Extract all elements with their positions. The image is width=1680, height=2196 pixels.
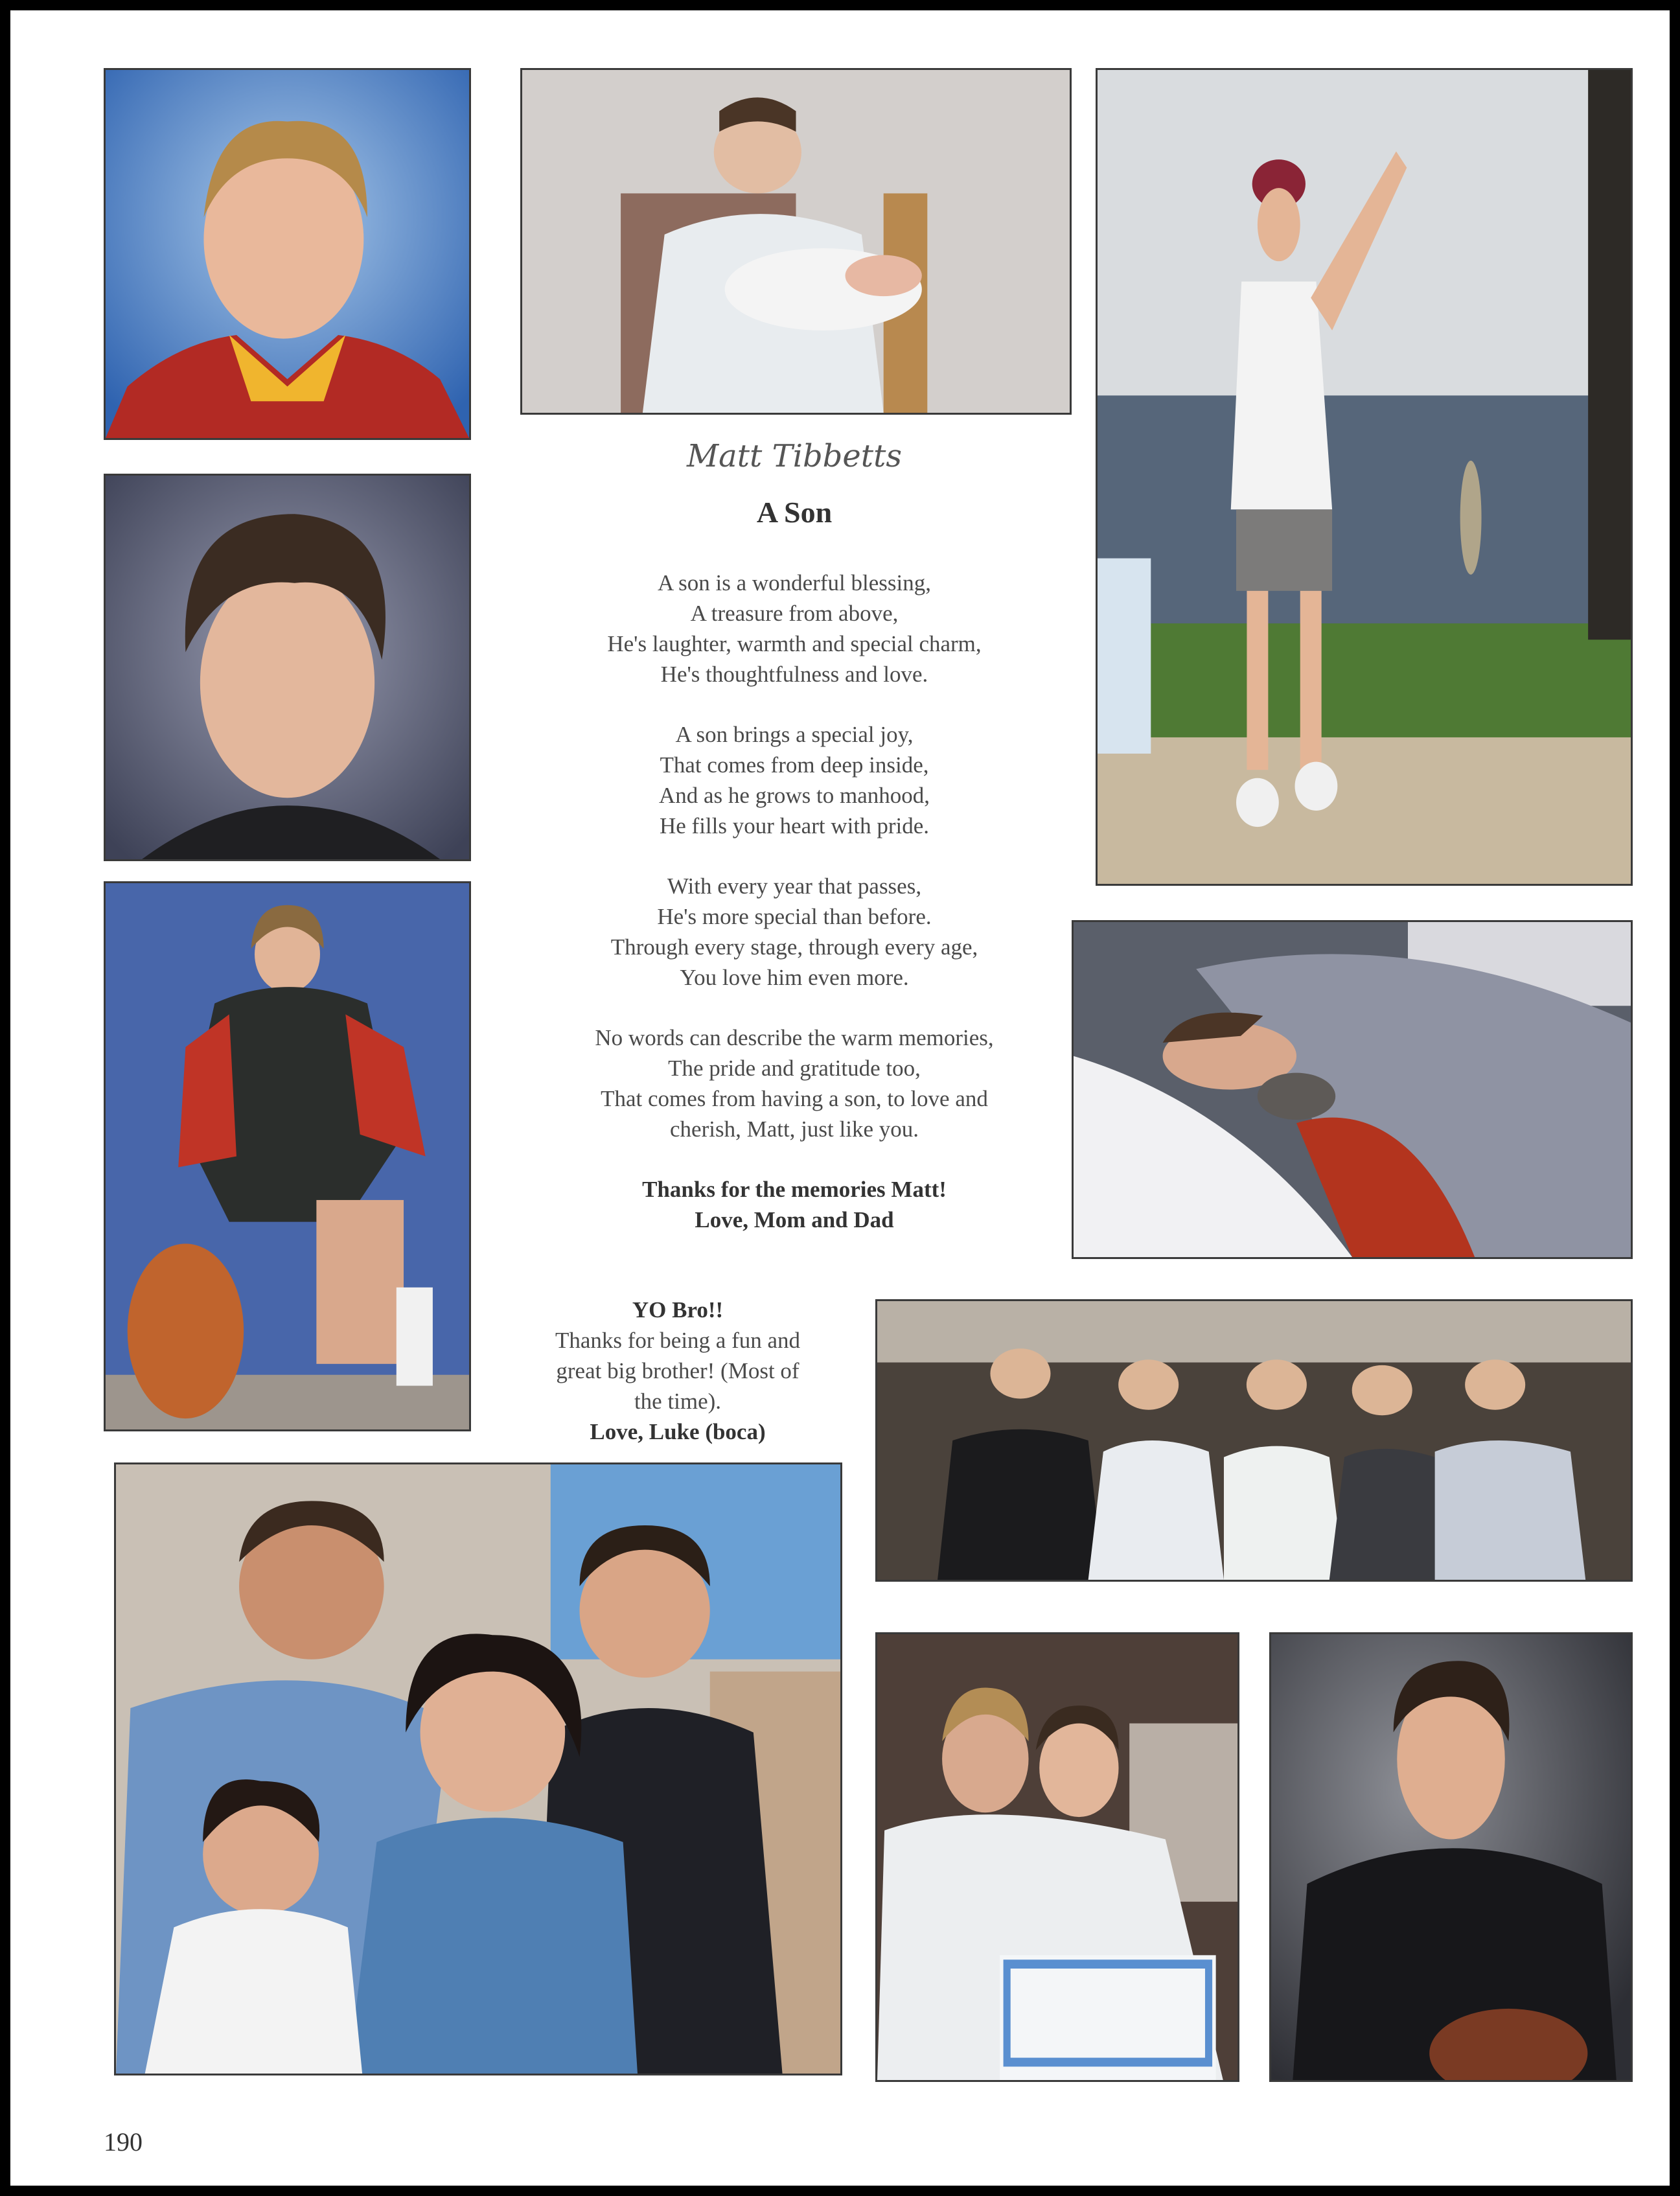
portrait-image	[106, 70, 469, 438]
teen-portrait-image	[106, 476, 469, 859]
poem-line: He's more special than before.	[657, 904, 932, 929]
poem-line: With every year that passes,	[667, 873, 922, 899]
note-line: the time).	[634, 1389, 722, 1414]
poem-line: Through every stage, through every age,	[610, 934, 978, 960]
poem-line: That comes from deep inside,	[660, 752, 929, 778]
brother-note	[509, 1295, 846, 1447]
senior-portrait-image	[1271, 1634, 1631, 2080]
poem-stanza	[503, 719, 1086, 841]
note-greeting: YO Bro!!	[632, 1297, 724, 1323]
poem-stanza	[503, 1023, 1086, 1144]
photo-group-friends	[875, 1299, 1633, 1582]
photo-child-school-portrait	[104, 68, 471, 440]
basketball-image	[106, 883, 469, 1429]
closing-line: Thanks for the memories Matt!	[642, 1177, 947, 1202]
poem-line: And as he grows to manhood,	[658, 783, 930, 808]
photo-holding-newborn	[520, 68, 1072, 415]
photo-brothers-cake	[875, 1632, 1239, 2082]
page-number: 190	[104, 2127, 143, 2156]
poem-closing	[503, 1174, 1086, 1235]
signature: Matt Tibbetts	[686, 438, 903, 474]
poem-line: A son brings a special joy,	[675, 722, 914, 747]
bed-image	[1074, 922, 1631, 1257]
poem-line: No words can describe the warm memories,	[595, 1025, 994, 1050]
photo-teen-portrait	[104, 474, 471, 861]
poem-line: That comes from having a son, to love and	[601, 1086, 988, 1111]
photo-family	[114, 1462, 842, 2075]
photo-basketball-portrait	[104, 881, 471, 1431]
poem-line: You love him even more.	[680, 965, 909, 990]
poem-line: The pride and gratitude too,	[668, 1056, 921, 1081]
closing-line: Love, Mom and Dad	[695, 1207, 894, 1232]
note-line: great big brother! (Most of	[556, 1358, 800, 1383]
poem-body	[503, 568, 1086, 1265]
poem-line: He fills your heart with pride.	[659, 813, 929, 838]
family-image	[116, 1464, 840, 2074]
poem-line: A son is a wonderful blessing,	[658, 570, 931, 595]
poem-line: He's thoughtfulness and love.	[660, 662, 928, 687]
poem-line: A treasure from above,	[690, 601, 899, 626]
poem-stanza	[503, 568, 1086, 689]
photo-fishing-lake	[1096, 68, 1633, 886]
note-line: Thanks for being a fun and	[555, 1328, 801, 1353]
poem-title: A Son	[756, 496, 833, 529]
cake-image	[877, 1634, 1237, 2080]
poem-line: cherish, Matt, just like you.	[670, 1116, 919, 1142]
note-signoff: Love, Luke (boca)	[590, 1419, 766, 1444]
yearbook-page	[10, 10, 1670, 2186]
photo-bed-with-dog	[1072, 920, 1633, 1259]
photo-senior-portrait	[1269, 1632, 1633, 2082]
newborn-image	[522, 70, 1070, 413]
poem-line: He's laughter, warmth and special charm,	[607, 631, 982, 656]
fishing-image	[1098, 70, 1631, 884]
poem-stanza	[503, 871, 1086, 993]
friends-image	[877, 1301, 1631, 1580]
